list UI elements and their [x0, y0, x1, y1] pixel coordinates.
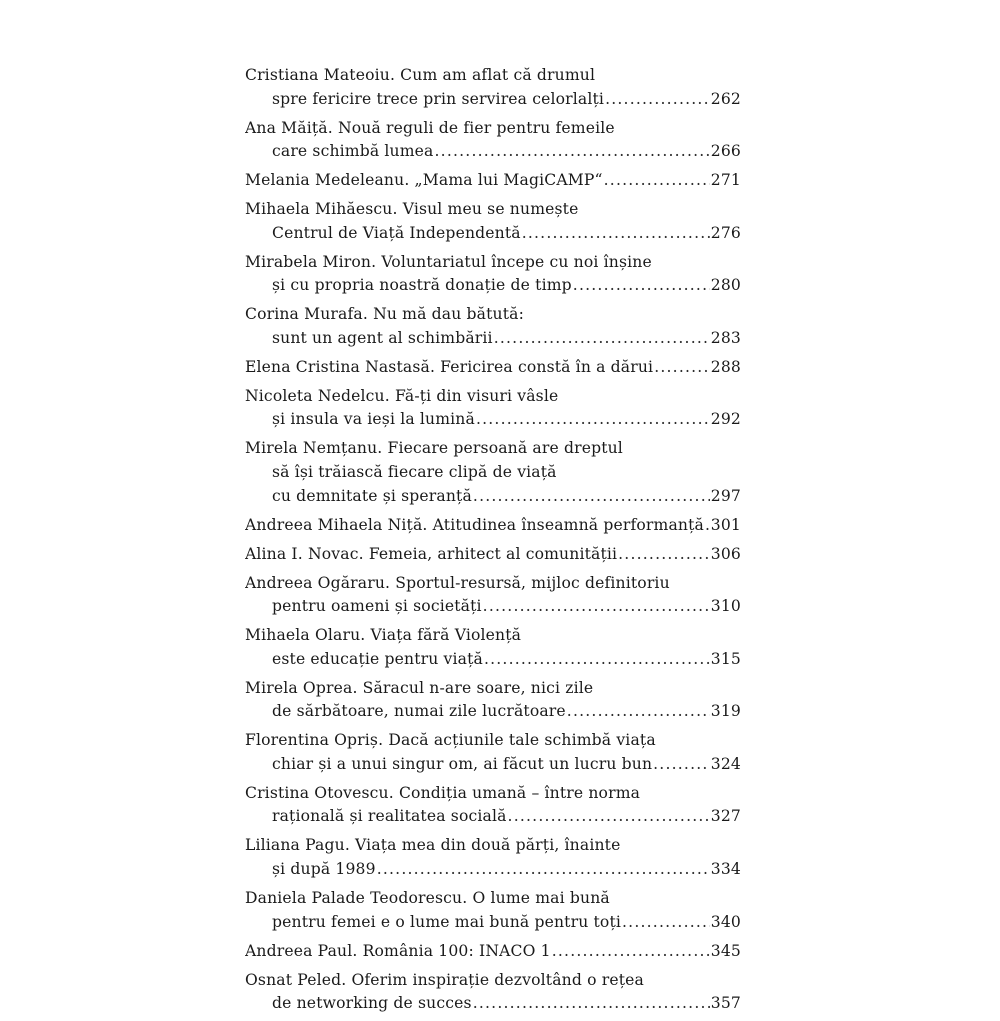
toc-title-line: de networking de succes — [272, 994, 472, 1013]
page-number: 271 — [710, 171, 741, 190]
toc-title-line: Viața mea din două părți, înainte — [355, 836, 621, 855]
toc-title-line: Atitudinea înseamnă performanță — [432, 515, 704, 534]
toc-title-line: pentru femei e o lume mai bună pentru toți — [272, 912, 621, 931]
toc-entry-line — [245, 624, 741, 648]
dot-leader — [484, 648, 710, 672]
toc-author: Alina I. Novac — [245, 544, 359, 563]
toc-title-line: Nouă reguli de fier pentru femeile — [337, 118, 615, 137]
page-number: 319 — [710, 702, 741, 721]
toc-entry — [245, 729, 741, 776]
toc-title-line: Femeia, arhitect al comunității — [368, 544, 618, 563]
toc-entry-last-line — [245, 274, 741, 298]
toc-entry — [245, 887, 741, 934]
toc-title-line: Fericirea constă în a dărui — [440, 357, 654, 376]
toc-title-line: Centrul de Viață Independentă — [272, 223, 521, 242]
dot-leader — [435, 140, 710, 164]
dot-leader — [522, 222, 710, 246]
toc-entry-last-line — [245, 485, 741, 509]
toc-author: Cristiana Mateoiu — [245, 66, 390, 84]
dot-leader — [494, 327, 710, 351]
dot-leader — [654, 356, 710, 380]
toc-author: Daniela Palade Teodorescu — [245, 889, 463, 908]
toc-author: Mirabela Miron — [245, 252, 372, 271]
toc-title-line: și insula va ieși la lumină — [272, 410, 475, 429]
author-separator: . — [378, 731, 389, 750]
toc-title-line: de sărbătoare, numai zile lucrătoare — [272, 702, 566, 721]
toc-entry — [245, 198, 741, 245]
toc-entry-last-line — [245, 648, 741, 672]
toc-entry-line — [245, 969, 741, 993]
toc-author: Florentina Opriș — [245, 731, 379, 750]
toc-entry — [245, 514, 741, 538]
dot-leader — [473, 992, 710, 1016]
toc-entry — [245, 940, 741, 964]
toc-entry-last-line — [245, 140, 741, 164]
toc-author: Osnat Peled — [245, 970, 342, 989]
dot-leader — [573, 274, 710, 298]
toc-entry — [245, 117, 741, 164]
page-number: 327 — [710, 807, 741, 826]
page-number: 292 — [710, 410, 741, 429]
toc-entry-last-line — [245, 858, 741, 882]
toc-entry-line — [245, 572, 741, 596]
toc-author: Mirela Nemțanu — [245, 439, 378, 458]
toc-author: Liliana Pagu — [245, 836, 345, 855]
dot-leader — [508, 805, 710, 829]
toc-entry-line — [245, 251, 741, 275]
toc-author: Andreea Mihaela Niță — [245, 515, 423, 534]
page-number: 276 — [710, 223, 741, 242]
author-separator: . — [462, 889, 473, 908]
toc-title-line: care schimbă lumea — [272, 142, 434, 161]
dot-leader — [622, 911, 710, 935]
author-separator: . — [404, 171, 415, 190]
toc-title-line: Săracul n-are soare, nici zile — [362, 678, 594, 697]
author-separator: . — [384, 386, 395, 405]
page-number: 310 — [710, 597, 741, 616]
toc-title-line: Fă-ți din visuri vâsle — [394, 386, 559, 405]
toc-entry-last-line — [245, 911, 741, 935]
dot-leader — [567, 700, 710, 724]
toc-entry-line — [245, 303, 741, 327]
author-separator: . — [422, 515, 433, 534]
toc-title-line: Sportul-resursă, mijloc definitoriu — [395, 573, 670, 592]
toc-entry-line — [245, 385, 741, 409]
toc-title-line: Visul meu se numește — [402, 200, 579, 219]
author-separator: . — [352, 678, 363, 697]
author-separator: . — [360, 626, 371, 645]
toc-entry — [245, 677, 741, 724]
toc-entry-last-line — [245, 222, 741, 246]
toc-entry — [245, 251, 741, 298]
toc-author: Corina Murafa — [245, 305, 363, 324]
page-number: 334 — [710, 860, 741, 879]
toc-author: Melania Medeleanu — [245, 171, 405, 190]
page-number: 283 — [710, 328, 741, 347]
toc-entry-line — [245, 461, 741, 485]
toc-entry — [245, 543, 741, 567]
toc-entry-line — [245, 64, 741, 88]
page-number: 262 — [710, 89, 741, 108]
toc-entry — [245, 572, 741, 619]
toc-entry — [245, 303, 741, 350]
toc-entry-line — [245, 729, 741, 753]
toc-entry-last-line — [245, 514, 741, 538]
toc-title-line: cu demnitate și speranță — [272, 486, 472, 505]
toc-entry-last-line — [245, 753, 741, 777]
toc-entry-last-line — [245, 543, 741, 567]
toc-title-line: Cum am aflat că drumul — [400, 66, 596, 84]
page-number: 288 — [710, 357, 741, 376]
author-separator: . — [344, 836, 356, 855]
toc-title-line: O lume mai bună — [472, 889, 610, 908]
toc-author: Andreea Paul — [245, 941, 353, 960]
toc-entry — [245, 169, 741, 193]
toc-entry-last-line — [245, 88, 741, 112]
toc-entry-last-line — [245, 992, 741, 1016]
author-separator: . — [389, 66, 401, 84]
dot-leader — [604, 169, 710, 193]
author-separator: . — [362, 305, 374, 324]
dot-leader — [377, 858, 710, 882]
toc-entry-last-line — [245, 408, 741, 432]
toc-title-line: Condiția umană – între norma — [398, 783, 641, 802]
toc-entry — [245, 64, 741, 111]
toc-title-line: România 100: INACO 1 — [362, 941, 551, 960]
page-number: 266 — [710, 142, 741, 161]
dot-leader — [705, 514, 710, 538]
toc-title-line: sunt un agent al schimbării — [272, 328, 493, 347]
toc-entry — [245, 385, 741, 432]
toc-entry-last-line — [245, 169, 741, 193]
toc-entry — [245, 437, 741, 508]
toc-title-line: este educație pentru viață — [272, 649, 483, 668]
toc-author: Mihaela Olaru — [245, 626, 361, 645]
author-separator: . — [352, 941, 363, 960]
toc-entry-line — [245, 117, 741, 141]
toc-entry-last-line — [245, 700, 741, 724]
page-number: 324 — [710, 754, 741, 773]
toc-title-line: și cu propria noastră donație de timp — [272, 276, 572, 295]
author-separator: . — [429, 357, 441, 376]
dot-leader — [653, 753, 710, 777]
toc-entry-line — [245, 677, 741, 701]
toc-title-line: „Mama lui MagiCAMP“ — [414, 171, 603, 190]
toc-author: Ana Măiță — [245, 118, 328, 137]
dot-leader — [476, 408, 710, 432]
toc-title-line: Voluntariatul începe cu noi înșine — [381, 252, 652, 271]
toc-title-line: chiar și a unui singur om, ai făcut un lucru bun — [272, 754, 653, 773]
toc-entry-line — [245, 437, 741, 461]
toc-entry — [245, 782, 741, 829]
toc-author: Mihaela Mihăescu — [245, 200, 393, 219]
author-separator: . — [377, 439, 388, 458]
author-separator: . — [327, 118, 338, 137]
dot-leader — [483, 595, 710, 619]
toc-entry-line — [245, 887, 741, 911]
page-number: 340 — [710, 912, 741, 931]
toc-author: Elena Cristina Nastasă — [245, 357, 430, 376]
toc-entry-last-line — [245, 805, 741, 829]
author-separator: . — [388, 783, 399, 802]
page-number: 345 — [710, 941, 741, 960]
page-number: 301 — [710, 515, 741, 534]
toc-entry — [245, 356, 741, 380]
author-separator: . — [385, 573, 396, 592]
toc-title-line: Nu mă dau bătută: — [373, 305, 524, 324]
page-number: 280 — [710, 276, 741, 295]
toc-author: Cristina Otovescu — [245, 783, 389, 802]
dot-leader — [473, 485, 710, 509]
page-number: 315 — [710, 649, 741, 668]
toc-entry — [245, 969, 741, 1016]
table-of-contents — [245, 64, 741, 1021]
dot-leader — [618, 543, 710, 567]
toc-author: Andreea Ogăraru — [245, 573, 386, 592]
toc-title-line: Fiecare persoană are dreptul — [387, 439, 623, 458]
toc-author: Mirela Oprea — [245, 678, 353, 697]
page-number: 306 — [710, 544, 741, 563]
author-separator: . — [392, 200, 403, 219]
toc-title-line: Viața fără Violență — [370, 626, 522, 645]
toc-title-line: Dacă acțiunile tale schimbă viața — [388, 731, 656, 750]
toc-entry — [245, 834, 741, 881]
toc-entry — [245, 624, 741, 671]
toc-title-line: Oferim inspirație dezvoltând o rețea — [351, 970, 644, 989]
toc-entry-last-line — [245, 327, 741, 351]
toc-entry-last-line — [245, 356, 741, 380]
page-number: 357 — [710, 994, 741, 1013]
toc-author: Nicoleta Nedelcu — [245, 386, 385, 405]
dot-leader — [605, 88, 710, 112]
dot-leader — [552, 940, 710, 964]
toc-entry-line — [245, 834, 741, 858]
author-separator: . — [371, 252, 382, 271]
toc-title-line: spre fericire trece prin servirea celorlalți — [272, 89, 605, 108]
page-number: 297 — [710, 486, 741, 505]
toc-entry-line — [245, 198, 741, 222]
toc-entry-last-line — [245, 595, 741, 619]
author-separator: . — [358, 544, 369, 563]
toc-title-line: să își trăiască fiecare clipă de viață — [272, 463, 557, 482]
toc-entry-line — [245, 782, 741, 806]
toc-title-line: rațională și realitatea socială — [272, 807, 507, 826]
toc-title-line: pentru oameni și societăți — [272, 597, 482, 616]
toc-entry-last-line — [245, 940, 741, 964]
author-separator: . — [341, 970, 352, 989]
toc-title-line: și după 1989 — [272, 860, 376, 879]
